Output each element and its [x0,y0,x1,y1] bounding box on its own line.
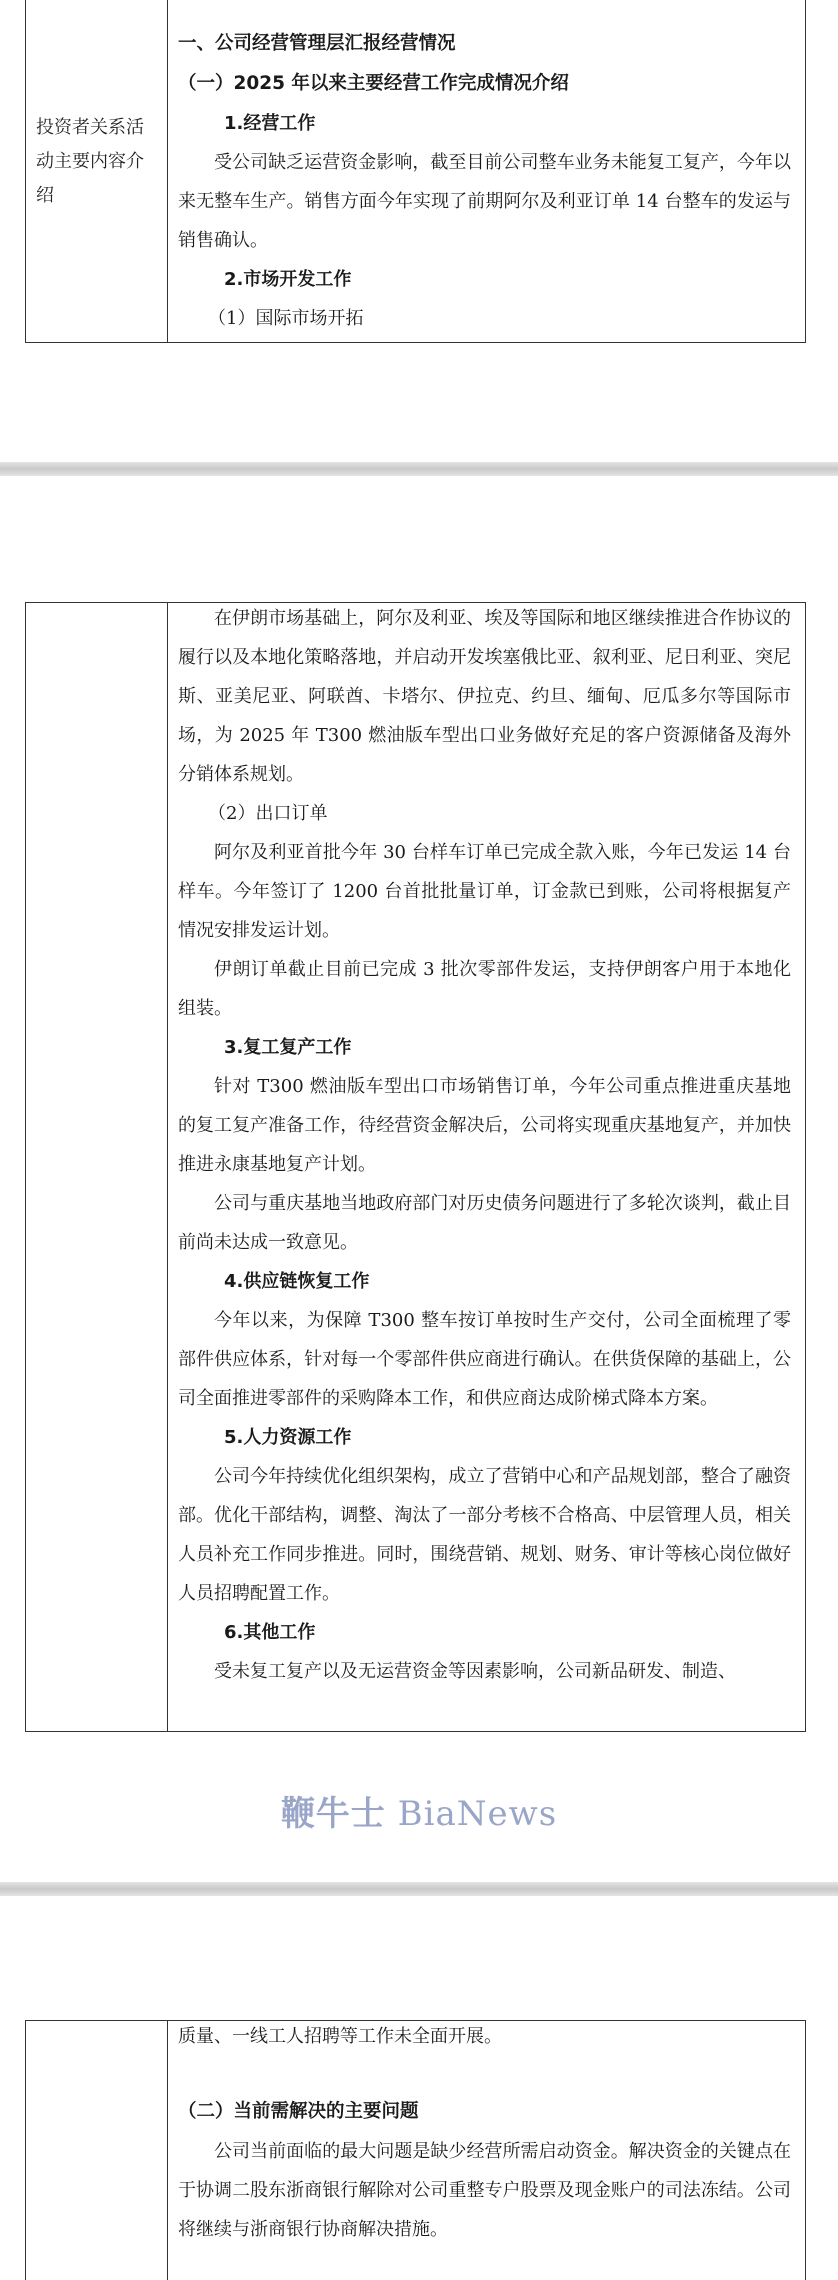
watermark-en: BiaNews [397,1794,558,1834]
heading-resume: 3.复工复产工作 [224,1037,352,1058]
subsection-title-2: （二）当前需解决的主要问题 [178,2101,419,2122]
page-separator [0,462,838,476]
left-label-cell: 投资者关系活动主要内容介绍 [36,117,144,206]
page-2 [0,476,838,1882]
page-1 [0,0,838,462]
heading-supply: 4.供应链恢复工作 [224,1271,370,1292]
paragraph-intl: 在伊朗市场基础上，阿尔及利亚、埃及等国际和地区继续推进合作协议的履行以及本地化策略落地，并启动开发埃塞俄比亚、叙利亚、尼日利亚、突尼斯、亚美尼亚、阿联酋、卡塔尔、伊拉克、约旦、缅甸、厄瓜多尔等国际市场，为 2025 年 T300 燃油版车型出口业务做好充足的客户资源储备及海外分销体系规划。 [178,608,791,785]
content-cell-page-3 [178,2017,791,2249]
paragraph-other: 受未复工复产以及无运营资金等因素影响，公司新品研发、制造、 [214,1661,736,1682]
column-divider [167,0,168,342]
paragraph-supply: 今年以来，为保障 T300 整车按订单按时生产交付，公司全面梳理了零部件供应体系，针对每一个零部件供应商进行确认。在供货保障的基础上，公司全面推进零部件的采购降本工作，和供应商达成阶梯式降本方案。 [178,1310,791,1409]
paragraph-issue: 公司当前面临的最大问题是缺少经营所需启动资金。解决资金的关键点在于协调二股东浙商银行解除对公司重整专户股票及现金账户的司法冻结。公司将继续与浙商银行协商解决措施。 [178,2141,791,2240]
paragraph-export-2: 伊朗订单截止目前已完成 3 批次零部件发运，支持伊朗客户用于本地化组装。 [178,959,791,1019]
heading-market: 2.市场开发工作 [224,269,352,290]
paragraph-hr: 公司今年持续优化组织架构，成立了营销中心和产品规划部，整合了融资部。优化干部结构，调整、淘汰了一部分考核不合格高、中层管理人员，相关人员补充工作同步推进。同时，围绕营销、规划、财务、审计等核心岗位做好人员招聘配置工作。 [178,1466,791,1604]
column-divider [167,2021,168,2280]
heading-hr: 5.人力资源工作 [224,1427,352,1448]
table-page-1 [25,0,806,343]
subsection-title-1: （一）2025 年以来主要经营工作完成情况介绍 [178,73,569,94]
heading-operation: 1.经营工作 [224,113,316,134]
content-cell-page-2 [178,599,791,1691]
paragraph-resume-2: 公司与重庆基地当地政府部门对历史债务问题进行了多轮次谈判，截止目前尚未达成一致意见。 [178,1193,791,1253]
sub-heading-export: （2）出口订单 [208,803,328,824]
paragraph-export-1: 阿尔及利亚首批今年 30 台样车订单已完成全款入账，今年已发运 14 台样车。今年签订了 1200 台首批批量订单，订金款已到账，公司将根据复产情况安排发运计划。 [178,842,791,941]
paragraph-operation: 受公司缺乏运营资金影响，截至目前公司整车业务未能复工复产，今年以来无整车生产。销售方面今年实现了前期阿尔及利亚订单 14 台整车的发运与销售确认。 [178,152,791,251]
section-title: 一、公司经营管理层汇报经营情况 [178,33,456,54]
watermark-cn: 鞭牛士 [280,1794,386,1834]
content-cell-page-1 [178,24,791,338]
paragraph-resume-1: 针对 T300 燃油版车型出口市场销售订单，今年公司重点推进重庆基地的复工复产准备工作，待经营资金解决后，公司将实现重庆基地复产，并加快推进永康基地复产计划。 [178,1076,791,1175]
table-page-2 [25,602,806,1732]
page-3 [0,1896,838,2264]
bianews-watermark [0,1786,838,1835]
table-page-3 [25,2020,806,2280]
page-separator [0,1882,838,1896]
heading-other: 6.其他工作 [224,1622,316,1643]
sub-heading-intl: （1）国际市场开拓 [208,308,364,329]
paragraph-continued: 质量、一线工人招聘等工作未全面开展。 [178,2026,502,2047]
column-divider [167,603,168,1731]
